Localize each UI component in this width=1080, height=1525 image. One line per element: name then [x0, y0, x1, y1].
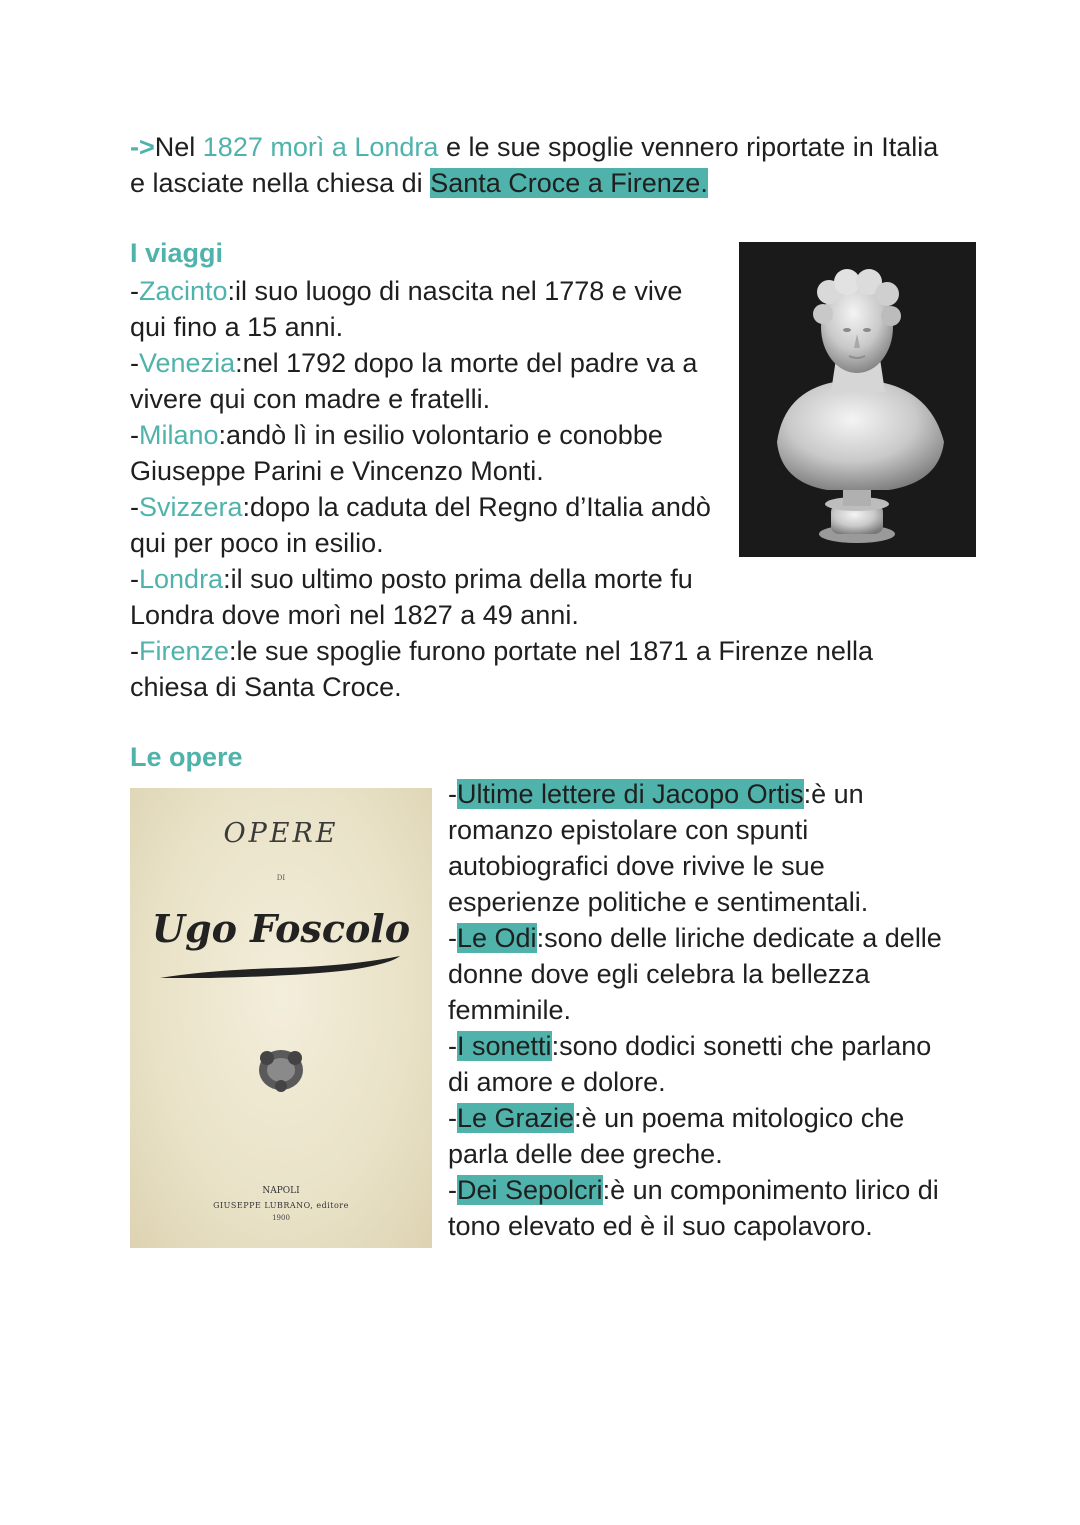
opera-item: -Ultime lettere di Jacopo Ortis:è un: [448, 779, 864, 809]
book-cover-di: DI: [276, 874, 286, 882]
opera-text: :è un: [803, 779, 864, 809]
opera-text-cont: femminile.: [448, 995, 572, 1025]
viaggio-item: -Venezia:nel 1792 dopo la morte del padre va a: [130, 348, 698, 378]
opera-item: -Le Grazie:è un poema mitologico che: [448, 1103, 905, 1133]
viaggio-place: Londra: [139, 564, 224, 594]
burial-place-highlight: Santa Croce a Firenze.: [430, 168, 708, 198]
book-cover-publisher: GIUSEPPE LUBRANO, editore: [213, 1201, 349, 1210]
death-date: 1827 morì a Londra: [202, 132, 439, 162]
viaggio-text-cont: qui per poco in esilio.: [130, 528, 384, 558]
opera-text: :è un componimento lirico di: [602, 1175, 939, 1205]
intro-rest: e le sue spoglie vennero riportate in Italia: [438, 132, 939, 162]
viaggio-text: :dopo la caduta del Regno d’Italia andò: [242, 492, 711, 522]
opera-text-cont: autobiografici dove rivive le sue: [448, 851, 825, 881]
bust-photo: [739, 242, 976, 557]
viaggio-text: :andò lì in esilio volontario e conobbe: [218, 420, 663, 450]
section-heading-opere: Le opere: [130, 742, 243, 772]
opera-text: :è un poema mitologico che: [574, 1103, 905, 1133]
opera-text-cont: donne dove egli celebra la bellezza: [448, 959, 870, 989]
flourish-icon: [150, 948, 412, 988]
viaggio-text-cont: Giuseppe Parini e Vincenzo Monti.: [130, 456, 544, 486]
viaggio-place: Firenze: [139, 636, 230, 666]
viaggio-text-cont: Londra dove morì nel 1827 a 49 anni.: [130, 600, 579, 630]
intro-nel: Nel: [154, 132, 203, 162]
viaggio-text: :il suo luogo di nascita nel 1778 e vive: [227, 276, 683, 306]
viaggio-item: -Milano:andò lì in esilio volontario e conobbe: [130, 420, 663, 450]
opera-text-cont: di amore e dolore.: [448, 1067, 666, 1097]
opera-text: :sono delle liriche dedicate a delle: [536, 923, 942, 953]
opera-title: Ultime lettere di Jacopo Ortis: [457, 779, 804, 809]
viaggio-text-cont: chiesa di Santa Croce.: [130, 672, 402, 702]
opera-text-cont: esperienze politiche e sentimentali.: [448, 887, 869, 917]
opera-item: -I sonetti:sono dodici sonetti che parlano: [448, 1031, 932, 1061]
book-cover-author: Ugo Foscolo: [151, 906, 411, 951]
opera-title: Dei Sepolcri: [457, 1175, 603, 1205]
opera-title: Le Grazie: [457, 1103, 575, 1133]
book-cover-opere: OPERE: [223, 818, 339, 849]
viaggio-place: Venezia: [139, 348, 236, 378]
section-heading-viaggi: I viaggi: [130, 238, 224, 268]
intro-line2-pre: e lasciate nella chiesa di: [130, 168, 431, 198]
viaggio-place: Milano: [139, 420, 219, 450]
viaggio-text: :nel 1792 dopo la morte del padre va a: [235, 348, 698, 378]
opera-text: :sono dodici sonetti che parlano: [551, 1031, 932, 1061]
opera-text-cont: tono elevato ed è il suo capolavoro.: [448, 1211, 873, 1241]
viaggio-place: Zacinto: [139, 276, 228, 306]
book-cover-year: 1900: [272, 1214, 290, 1222]
intro-line-2: [130, 165, 708, 201]
viaggio-item: -Svizzera:dopo la caduta del Regno d’Italia andò: [130, 492, 711, 522]
book-cover-image: [130, 788, 432, 1248]
opera-text-cont: romanzo epistolare con spunti: [448, 815, 809, 845]
book-cover-city: NAPOLI: [262, 1186, 300, 1196]
ornament-icon: [251, 1042, 311, 1098]
intro-line-1: [130, 129, 938, 165]
opera-title: I sonetti: [457, 1031, 552, 1061]
opera-text-cont: parla delle dee greche.: [448, 1139, 723, 1169]
viaggio-item: -Londra:il suo ultimo posto prima della morte fu: [130, 564, 693, 594]
viaggio-place: Svizzera: [139, 492, 243, 522]
viaggio-text-cont: qui fino a 15 anni.: [130, 312, 344, 342]
bust-illustration: [739, 242, 976, 557]
viaggio-item: -Firenze:le sue spoglie furono portate nel 1871 a Firenze nella: [130, 636, 873, 666]
viaggio-text: :il suo ultimo posto prima della morte fu: [223, 564, 693, 594]
viaggio-item: -Zacinto:il suo luogo di nascita nel 1778 e vive: [130, 276, 683, 306]
opera-title: Le Odi: [457, 923, 537, 953]
opera-item: -Dei Sepolcri:è un componimento lirico di: [448, 1175, 939, 1205]
viaggio-text: :le sue spoglie furono portate nel 1871 a Firenze nella: [229, 636, 873, 666]
arrow: ->: [130, 132, 155, 162]
viaggio-text-cont: vivere qui con madre e fratelli.: [130, 384, 491, 414]
opera-item: -Le Odi:sono delle liriche dedicate a delle: [448, 923, 942, 953]
